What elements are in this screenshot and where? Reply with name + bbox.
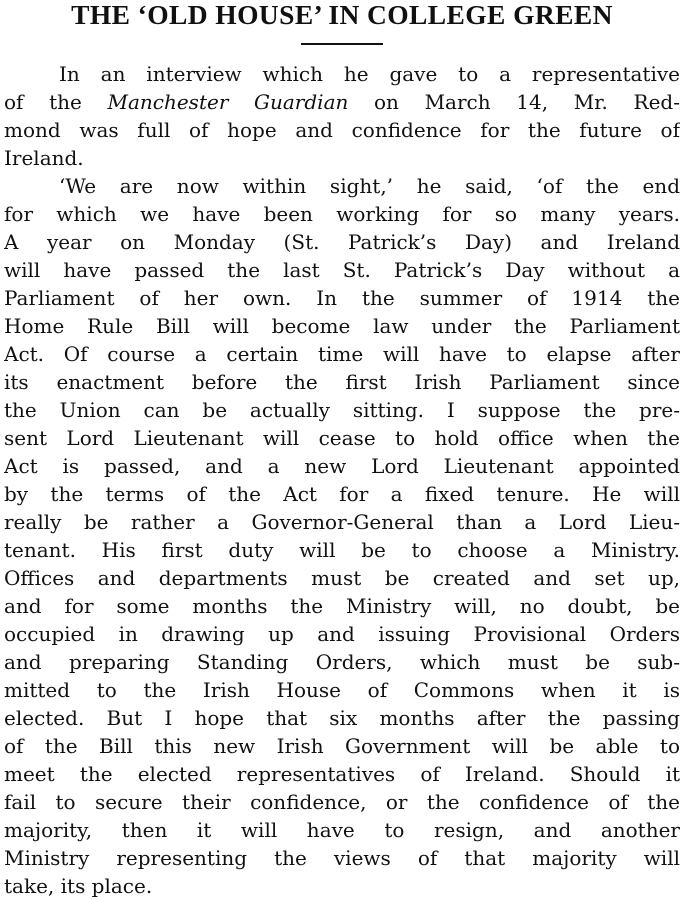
text-line: Parliament of her own. In the summer of 1914 the	[4, 286, 680, 310]
text-line	[4, 88, 680, 116]
newspaper-title: Manchester Guardian	[107, 90, 349, 114]
text-line: by the terms of the Act for a fixed tenure. He will	[4, 482, 680, 506]
text-line: the Union can be actually sitting. I suppose the pre-	[4, 398, 680, 422]
text-line: sent Lord Lieutenant will cease to hold office when the	[4, 426, 680, 450]
text-line: In an interview which he gave to a representative	[59, 62, 680, 86]
text-segment: on March 14, Mr. Red-	[348, 90, 680, 114]
text-line: Act is passed, and a new Lord Lieutenant appointed	[4, 454, 680, 478]
text-line: elected. But I hope that six months after the passing	[4, 706, 680, 730]
text-line: and for some months the Ministry will, no doubt, be	[4, 594, 680, 618]
text-line: ‘We are now within sight,’ he said, ‘of the end	[59, 174, 680, 198]
headline-rule	[301, 43, 383, 45]
article-body	[4, 60, 680, 900]
text-line: Ireland.	[4, 146, 84, 170]
text-line: and preparing Standing Orders, which must be sub-	[4, 650, 680, 674]
text-line: of the Bill this new Irish Government will be able to	[4, 734, 680, 758]
text-line: Home Rule Bill will become law under the Parliament	[4, 314, 680, 338]
text-segment: of the	[4, 90, 108, 114]
text-line: Act. Of course a certain time will have to elapse after	[4, 342, 680, 366]
text-line: will have passed the last St. Patrick’s Day without a	[4, 258, 680, 282]
text-line: for which we have been working for so many years.	[4, 202, 680, 226]
text-line: meet the elected representatives of Ireland. Should it	[4, 762, 680, 786]
text-line: fail to secure their confidence, or the confidence of the	[4, 790, 680, 814]
text-line: Ministry representing the views of that majority will	[4, 846, 680, 870]
text-line: take, its place.	[4, 874, 153, 898]
text-line: really be rather a Governor-General than a Lord Lieu-	[4, 510, 680, 534]
text-line: mond was full of hope and confidence for the future of	[4, 118, 680, 142]
article-headline: THE ‘OLD HOUSE’ IN COLLEGE GREEN	[71, 0, 613, 30]
text-line: its enactment before the first Irish Parliament since	[4, 370, 680, 394]
text-line: majority, then it will have to resign, and another	[4, 818, 680, 842]
text-line: A year on Monday (St. Patrick’s Day) and Ireland	[4, 230, 680, 254]
text-line: Offices and departments must be created and set up,	[4, 566, 680, 590]
text-line: mitted to the Irish House of Commons when it is	[4, 678, 680, 702]
text-line: occupied in drawing up and issuing Provisional Orders	[4, 622, 680, 646]
text-line: tenant. His first duty will be to choose a Ministry.	[4, 538, 680, 562]
